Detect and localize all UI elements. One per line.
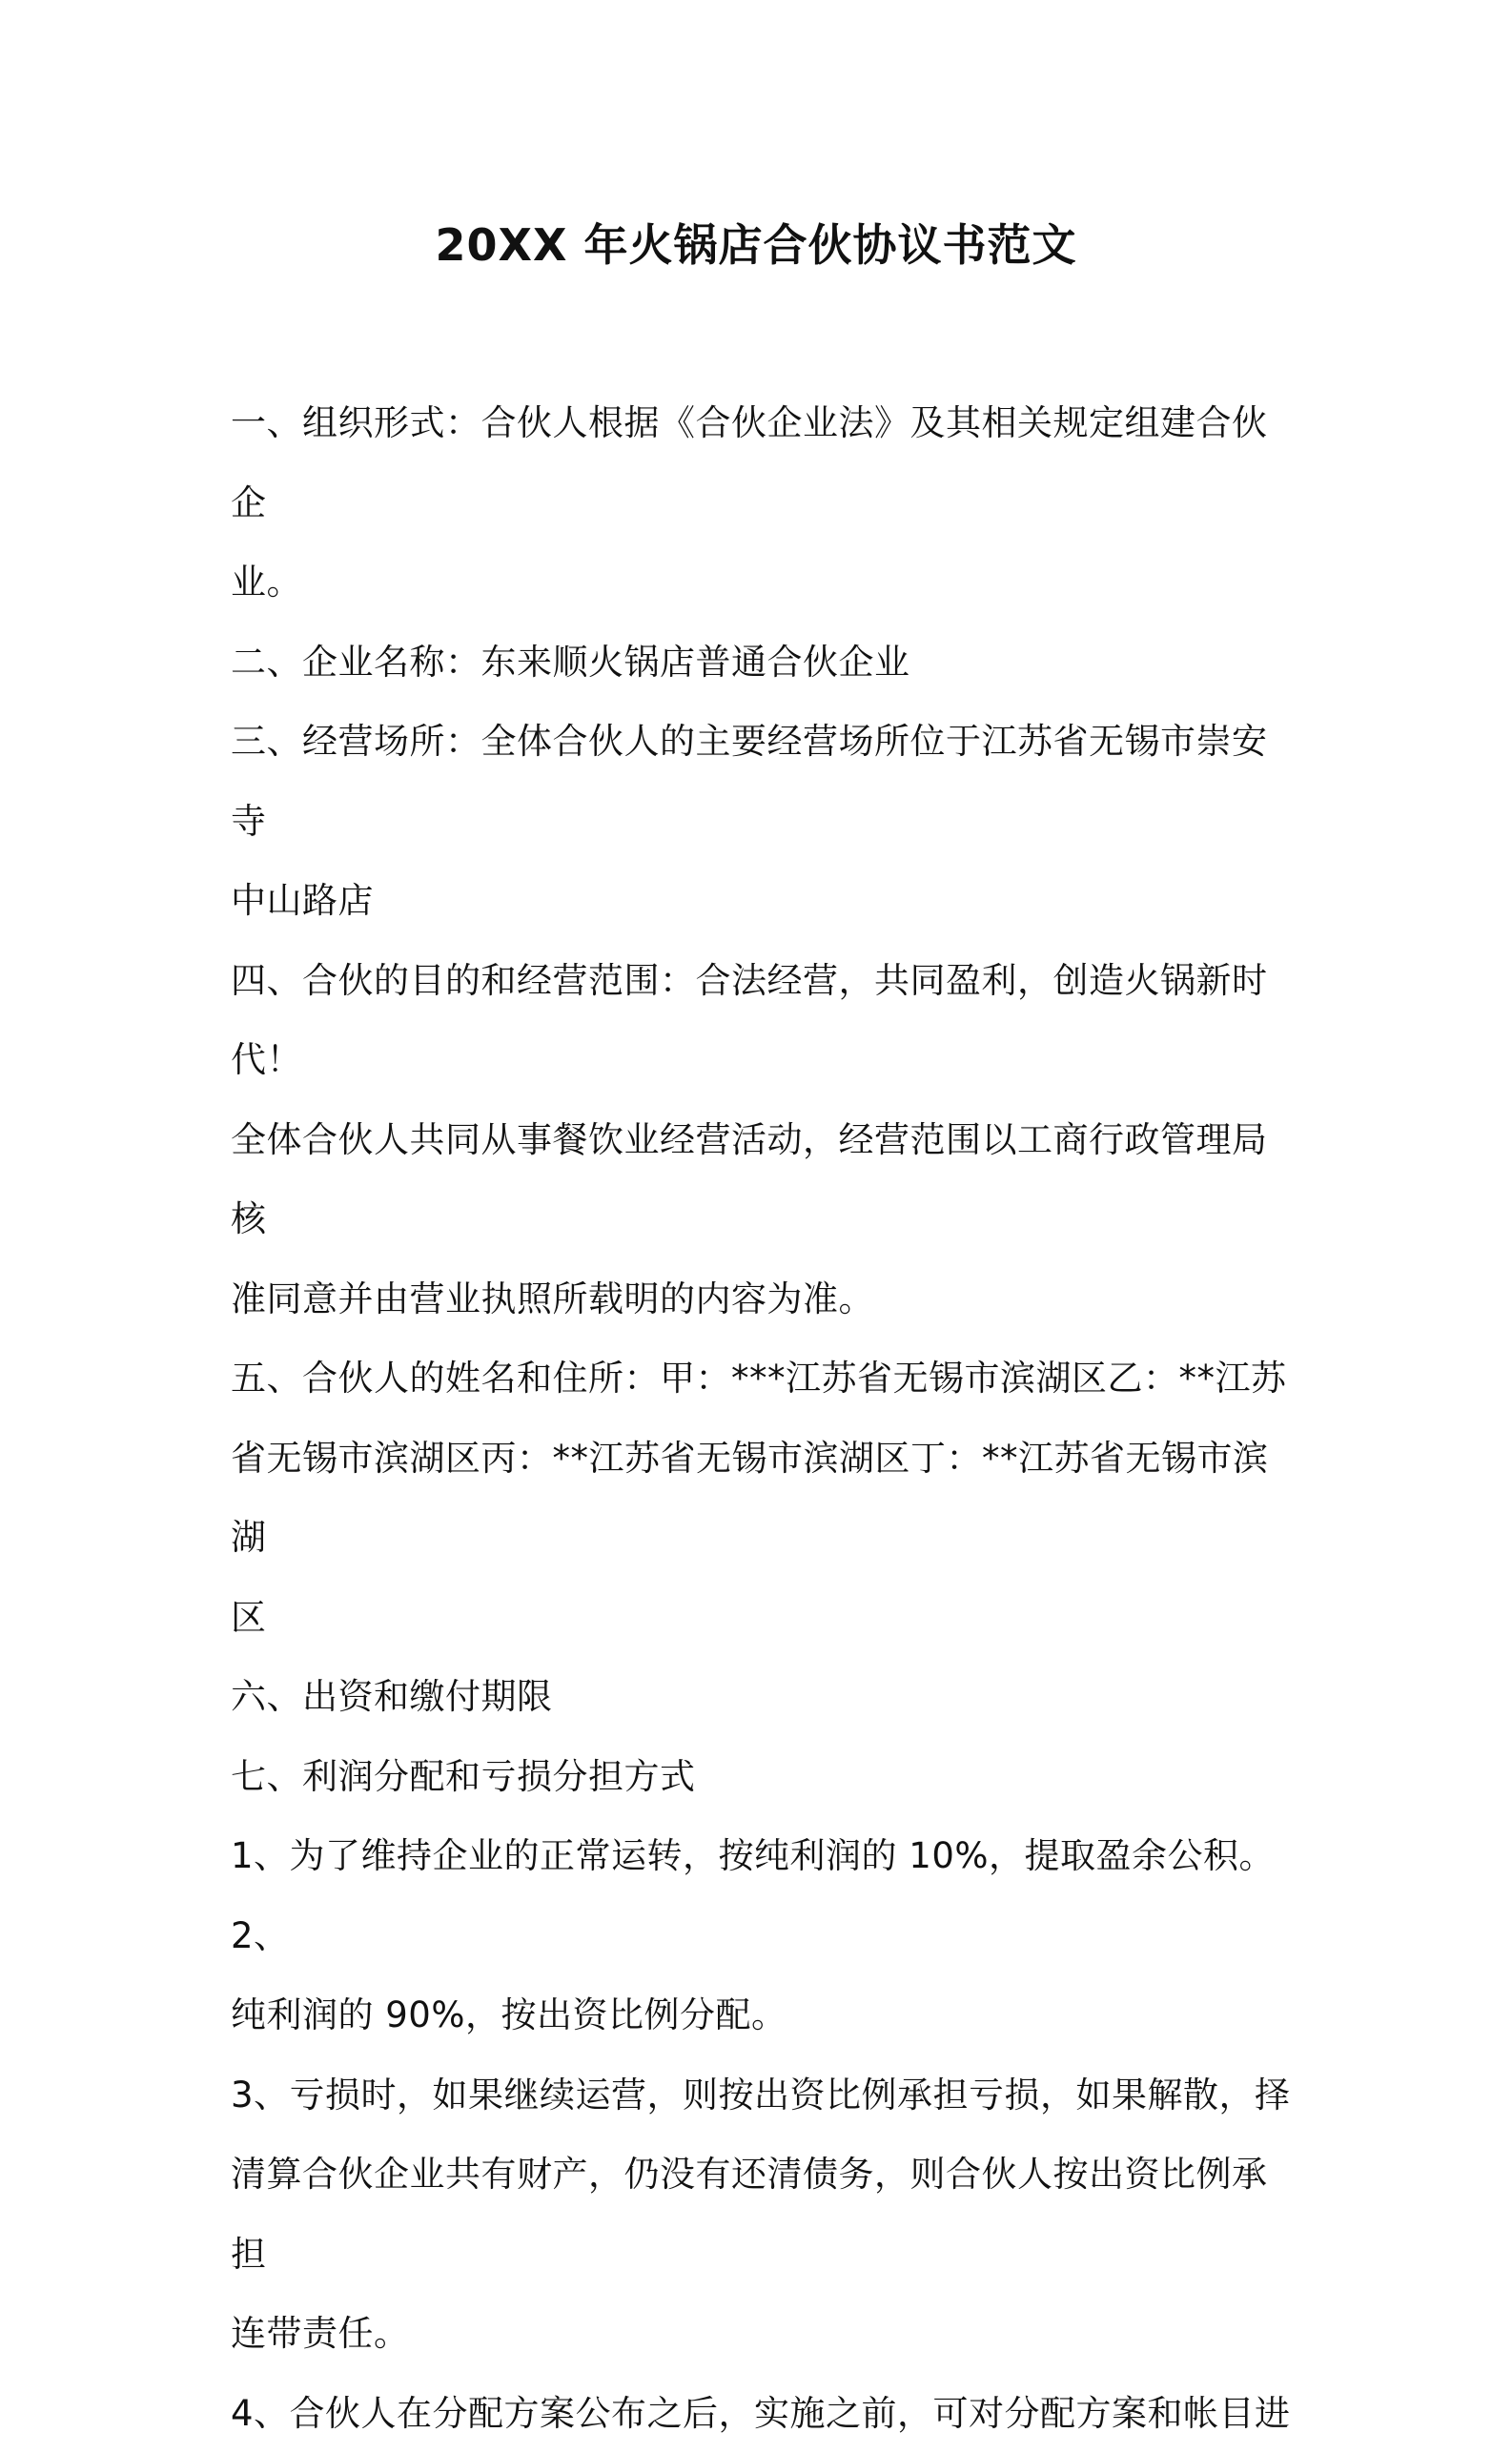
paragraph-clause-4: 4、合伙人在分配方案公布之后，实施之前，可对分配方案和帐目进 (231, 2374, 1298, 2453)
paragraph-enterprise-name: 二、企业名称：东来顺火锅店普通合伙企业 (231, 623, 1298, 703)
document-title: 20XX 年火锅店合伙协议书范文 (0, 212, 1512, 278)
paragraph-purpose-and-scope: 四、合伙的目的和经营范围：合法经营，共同盈利，创造火锅新时代！ 全体合伙人共同从事餐饮业经营活动，经营范围以工商行政管理局核 准同意并由营业执照所载明的内容为准。 (231, 941, 1298, 1339)
paragraph-clause-3: 3、亏损时，如果继续运营，则按出资比例承担亏损，如果解散，择 清算合伙企业共有财产，仍没有还清债务，则合伙人按出资比例承担 连带责任。 (231, 2055, 1298, 2374)
paragraph-partners-names-and-addresses: 五、合伙人的姓名和住所：甲：***江苏省无锡市滨湖区乙：**江苏 省无锡市滨湖区丙：**江苏省无锡市滨湖区丁：**江苏省无锡市滨湖 区 (231, 1339, 1298, 1657)
paragraph-profit-and-loss: 七、利润分配和亏损分担方式 (231, 1737, 1298, 1817)
paragraph-capital-contribution: 六、出资和缴付期限 (231, 1657, 1298, 1737)
document-body (231, 383, 1298, 2453)
paragraph-business-premises: 三、经营场所：全体合伙人的主要经营场所位于江苏省无锡市崇安寺 中山路店 (231, 702, 1298, 941)
paragraph-organization-form: 一、组织形式：合伙人根据《合伙企业法》及其相关规定组建合伙企 业。 (231, 383, 1298, 623)
paragraph-clause-1-2: 1、为了维持企业的正常运转，按纯利润的 10%，提取盈余公积。2、 纯利润的 90%，按出资比例分配。 (231, 1816, 1298, 2055)
